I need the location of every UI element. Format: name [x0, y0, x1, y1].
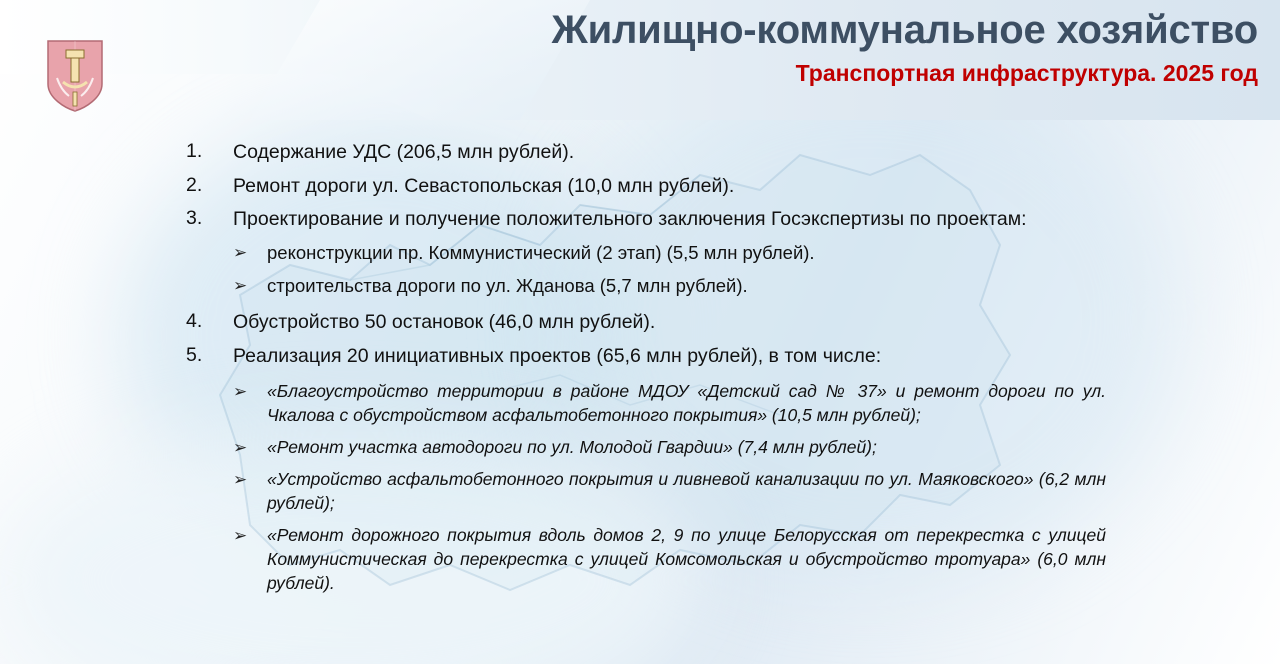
page-title: Жилищно-коммунальное хозяйство — [551, 8, 1258, 52]
list-item — [186, 140, 1106, 166]
slide-body — [186, 140, 1106, 597]
list-item-text: Содержание УДС (206,5 млн рублей). — [233, 141, 575, 163]
list-item — [186, 344, 1106, 370]
sub-list-item-text: «Устройство асфальтобетонного покрытия и ливневой канализации по ул. Маяковского» (6,2 млн рублей); — [267, 469, 1106, 514]
sub-list-item — [233, 380, 1106, 428]
arrow-bullet-icon: ➢ — [233, 526, 248, 546]
list-item-number: 3. — [186, 207, 203, 230]
sub-list-item-text: «Благоустройство территории в районе МДОУ «Детский сад № 37» и ремонт дороги по ул. Чкалова с обустройством асфальтобетонного покрытия» (10,5 млн рублей); — [267, 381, 1106, 426]
sub-list-item — [233, 241, 1106, 266]
list-item-number: 1. — [186, 140, 203, 162]
sub-list-item — [233, 274, 1106, 299]
arrow-bullet-icon: ➢ — [233, 275, 248, 295]
list-item-text: Реализация 20 инициативных проектов (65,6 млн рублей), в том числе: — [233, 344, 882, 367]
page-subtitle: Транспортная инфраструктура. 2025 год — [795, 60, 1258, 86]
list-item-number: 2. — [186, 173, 203, 196]
sub-list-item — [233, 436, 1106, 461]
sub-list-item-text: «Ремонт дорожного покрытия вдоль домов 2, 9 по улице Белорусская от перекрестка с улицей Коммунистическая до перекрестка с улицей Комсомольская и обустройство тротуара» (6,0 млн рублей). — [267, 525, 1106, 593]
list-item-text: Обустройство 50 остановок (46,0 млн рублей). — [233, 310, 656, 333]
sub-list-item — [233, 524, 1106, 595]
list-item — [186, 174, 1106, 200]
sub-list-item — [233, 468, 1106, 516]
sub-list-item-text: «Ремонт участка автодороги по ул. Молодой Гвардии» (7,4 млн рублей); — [267, 436, 877, 457]
sub-list-item-text: строительства дороги по ул. Жданова (5,7 млн рублей). — [267, 274, 748, 296]
arrow-bullet-icon: ➢ — [233, 437, 248, 457]
arrow-bullet-icon: ➢ — [233, 470, 248, 490]
list-item-number: 5. — [186, 343, 203, 366]
list-item-number: 4. — [186, 309, 203, 332]
arrow-bullet-icon: ➢ — [233, 382, 248, 402]
list-item — [186, 207, 1106, 233]
list-item — [186, 310, 1106, 336]
coat-of-arms-emblem-icon — [45, 38, 105, 114]
list-item-text: Проектирование и получение положительного заключения Госэкспертизы по проектам: — [233, 208, 1027, 231]
sub-list-item-text: реконструкции пр. Коммунистический (2 этап) (5,5 млн рублей). — [267, 242, 815, 264]
arrow-bullet-icon: ➢ — [233, 243, 248, 263]
list-item-text: Ремонт дороги ул. Севастопольская (10,0 млн рублей). — [233, 174, 735, 197]
